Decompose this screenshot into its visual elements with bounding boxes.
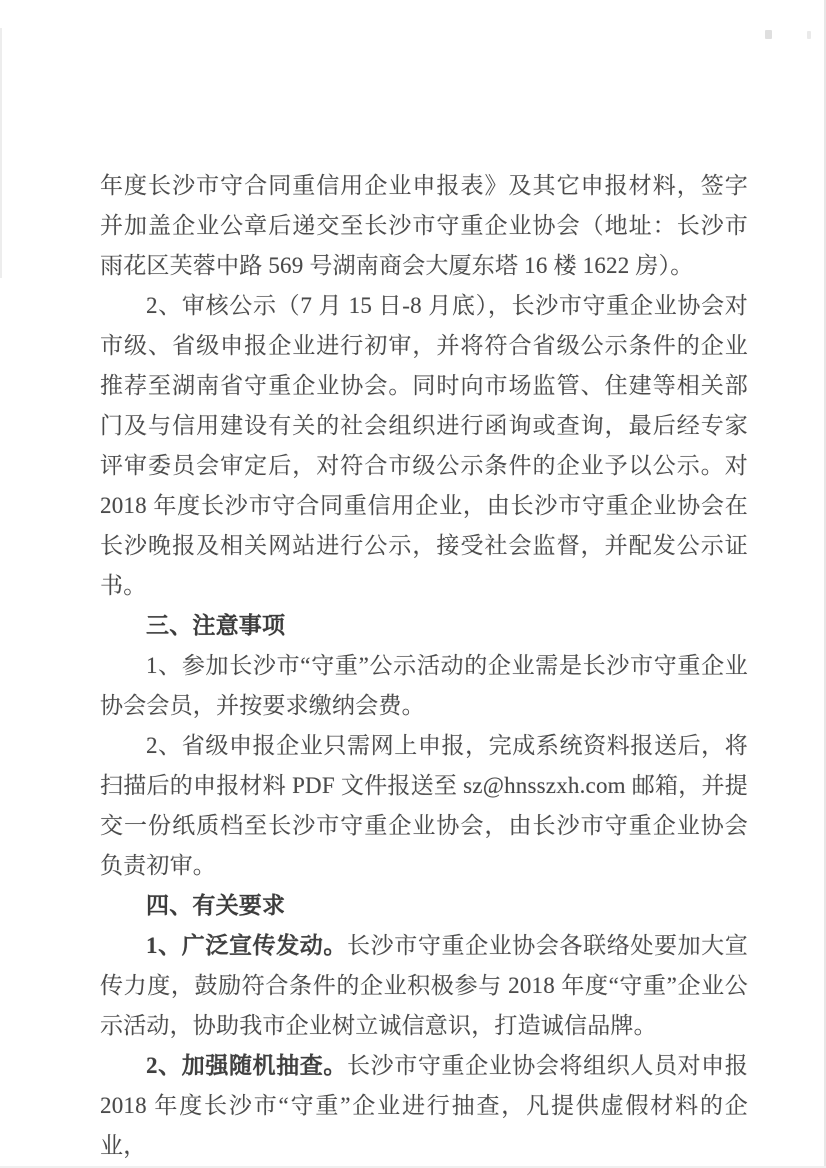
paragraph-membership-requirement: 1、参加长沙市“守重”公示活动的企业需是长沙市守重企业协会会员，并按要求缴纳会费。	[100, 653, 748, 718]
scan-speck	[765, 30, 772, 39]
paragraph-text-publicity-mobilization: 长沙市守重企业协会各联络处要加大宣传力度，鼓励符合条件的企业积极参与 2018 年度“守重”企业公示活动，协助我市企业树立诚信意识，打造诚信品牌。	[100, 933, 748, 1038]
paragraph-lead-publicity-mobilization: 1、广泛宣传发动。	[146, 933, 348, 958]
section-heading-notes: 三、注意事项	[146, 613, 286, 638]
paragraph-application-materials: 年度长沙市守合同重信用企业申报表》及其它申报材料，签字并加盖企业公章后递交至长沙市守重企业协会（地址：长沙市雨花区芙蓉中路 569 号湖南商会大厦东塔 16 楼 1622 房）。	[100, 173, 748, 278]
section-heading-requirements: 四、有关要求	[146, 893, 286, 918]
paragraph-lead-random-inspection: 2、加强随机抽查。	[146, 1053, 348, 1078]
scan-speck	[807, 31, 811, 39]
paragraph-random-inspection	[100, 1046, 748, 1166]
paragraph-publicity-mobilization	[100, 926, 748, 1046]
paragraph-text-random-inspection: 长沙市守重企业协会将组织人员对申报 2018 年度长沙市“守重”企业进行抽查，凡提供虚假材料的企业，	[100, 1053, 748, 1158]
paragraph-provincial-online-application: 2、省级申报企业只需网上申报，完成系统资料报送后，将扫描后的申报材料 PDF 文件报送至 sz@hnsszxh.com 邮箱，并提交一份纸质档至长沙市守重企业协会，由长沙市守重企业协会负责初审。	[100, 733, 748, 878]
document-text-block	[100, 166, 748, 1166]
scan-edge-artifact-left	[0, 28, 2, 278]
paragraph-review-publicity: 2、审核公示（7 月 15 日-8 月底），长沙市守重企业协会对市级、省级申报企业进行初审，并将符合省级公示条件的企业推荐至湖南省守重企业协会。同时向市场监管、住建等相关部门及与信用建设有关的社会组织进行函询或查询，最后经专家评审委员会审定后，对符合市级公示条件的企业予以公示。对 2018 年度长沙市守合同重信用企业，由长沙市守重企业协会在长沙晚报及相关网站进行公示，接受社会监督，并配发公示证书。	[100, 293, 748, 598]
